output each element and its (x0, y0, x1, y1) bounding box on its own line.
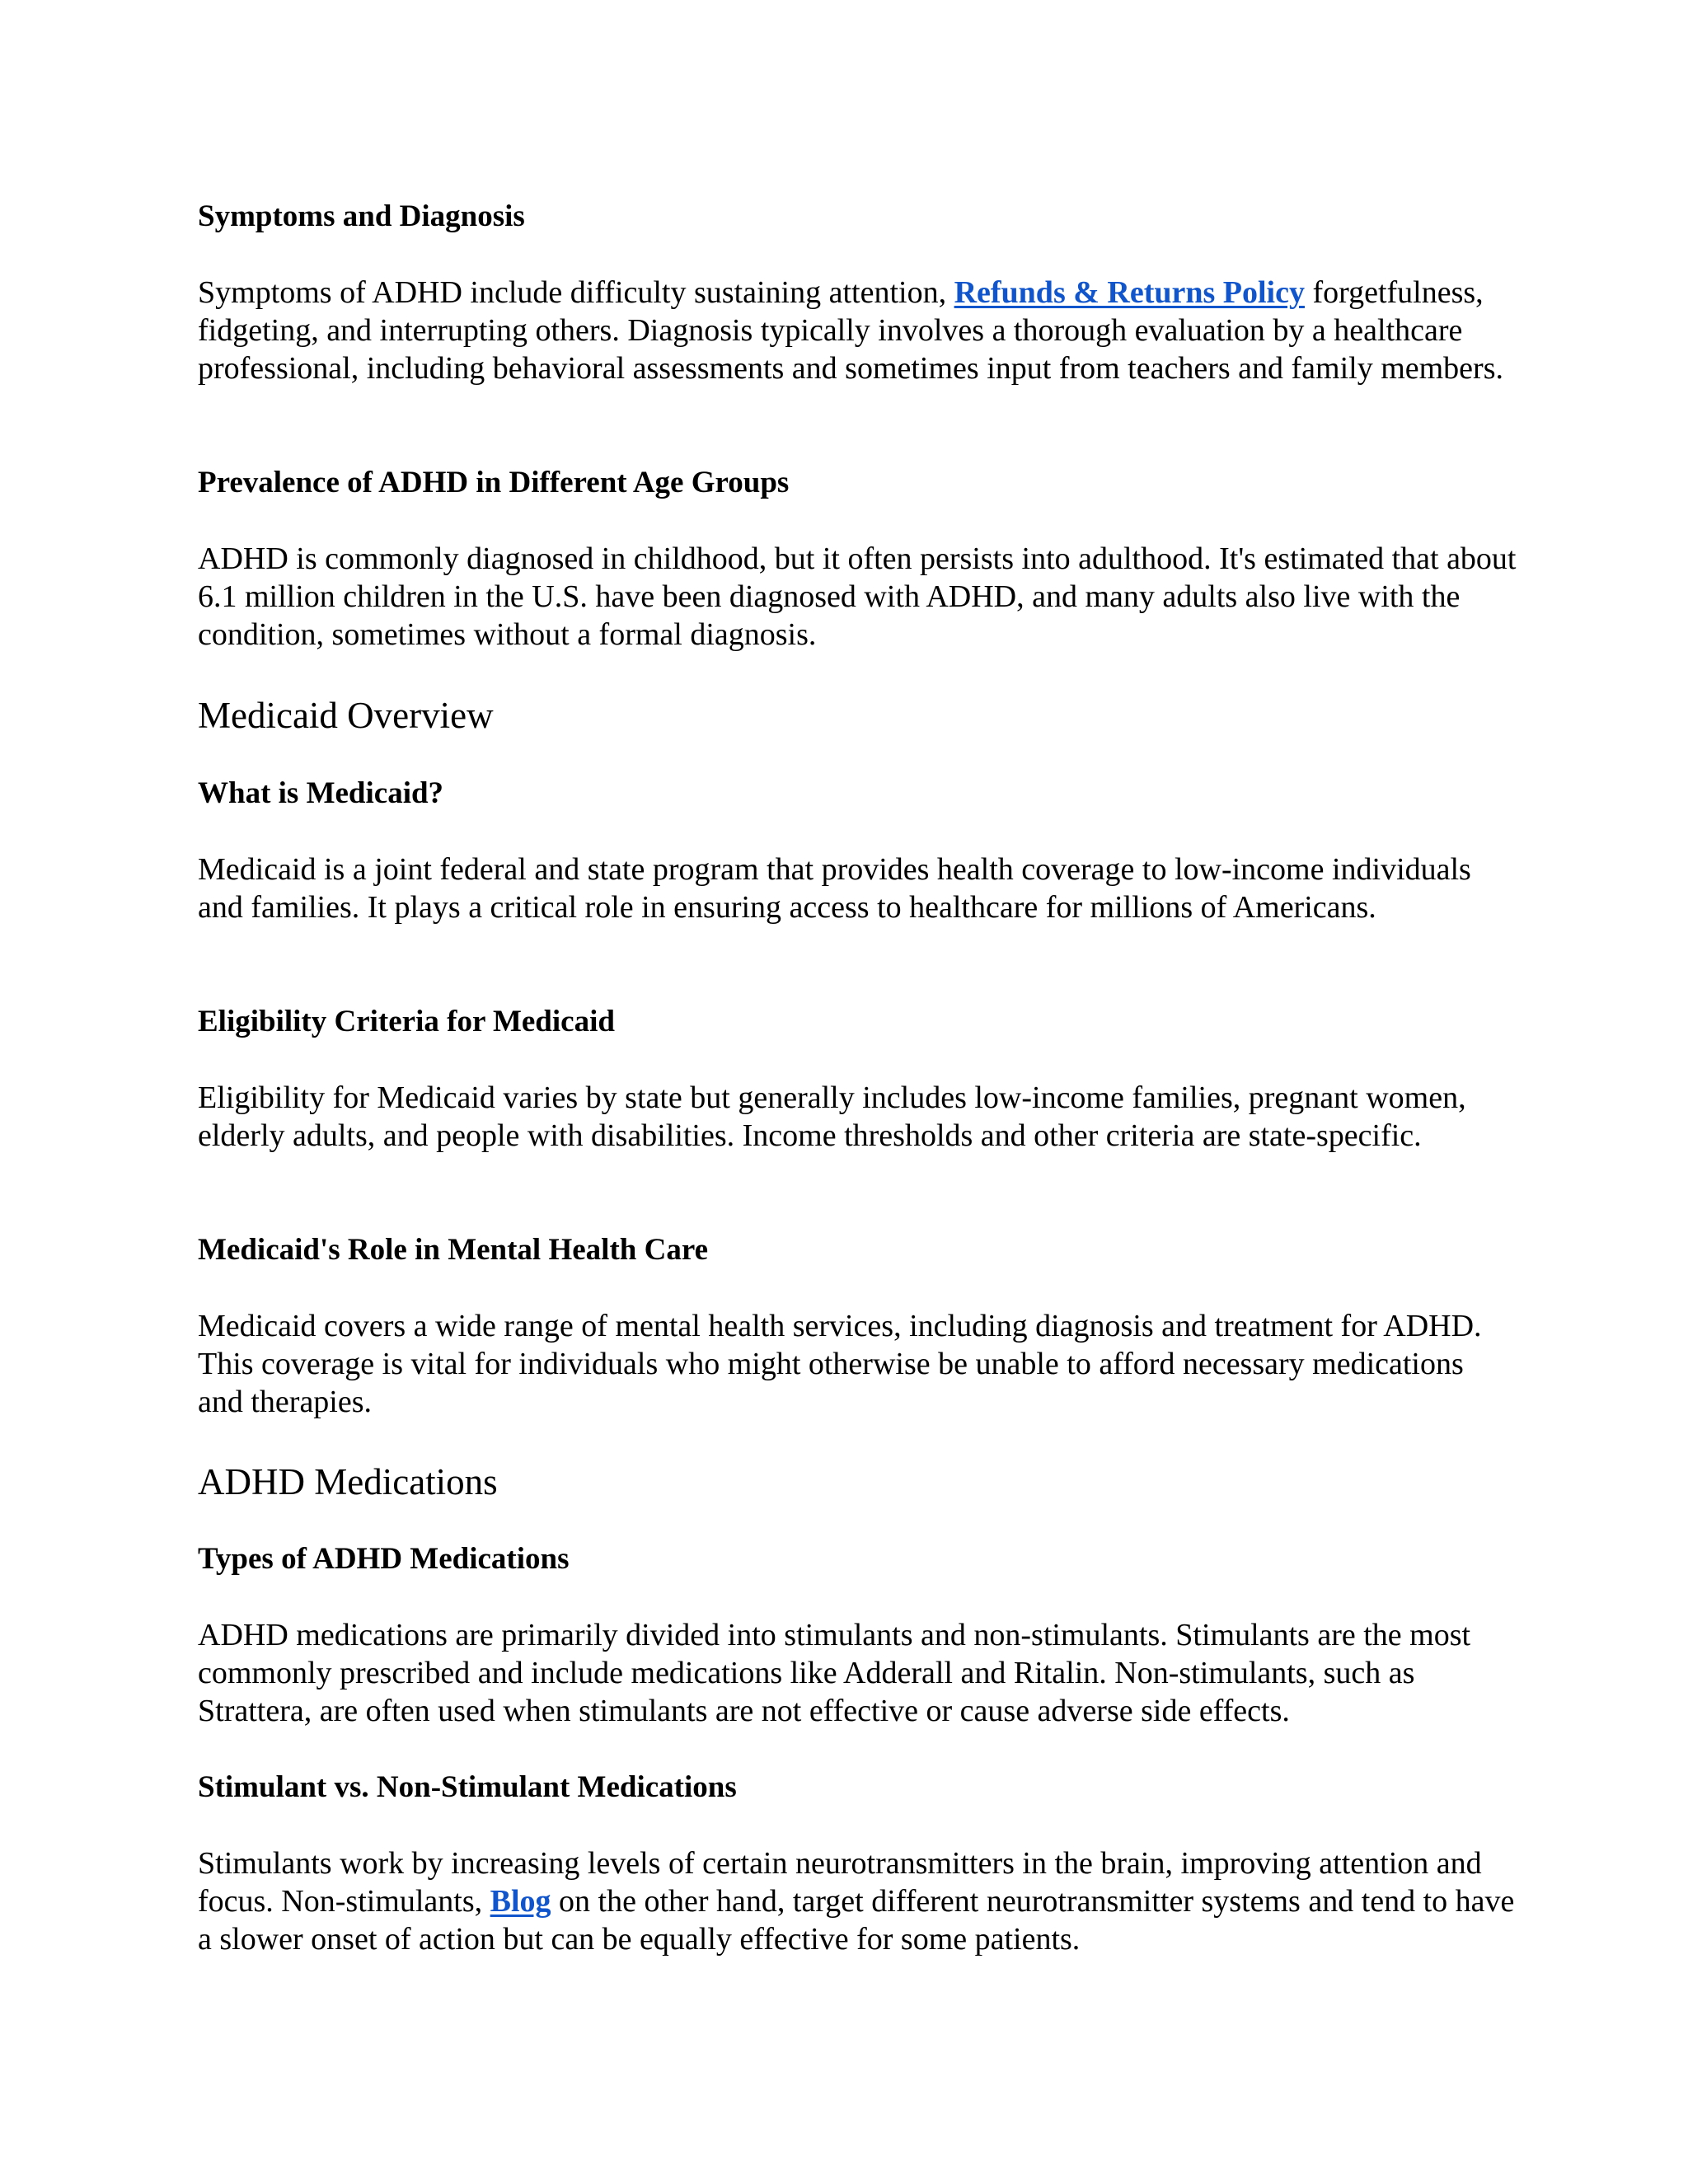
heading-prevalence: Prevalence of ADHD in Different Age Groups (198, 466, 790, 499)
heading-stimulant-vs-non-stimulant: Stimulant vs. Non-Stimulant Medications (198, 1770, 737, 1804)
heading-types-of-medications: Types of ADHD Medications (198, 1542, 570, 1576)
heading-adhd-medications: ADHD Medications (198, 1461, 498, 1502)
paragraph-stimulant-text-start: Stimulants work by increasing levels of certain neurotransmitters in the brain, improving attention and focus. Non-stimulants, (198, 1846, 1482, 1919)
paragraph-prevalence: ADHD is commonly diagnosed in childhood, but it often persists into adulthood. It's estimated that about 6.1 million children in the U.S. have been diagnosed with ADHD, and many adults also live with the condition, sometimes without a formal diagnosis. (198, 541, 1517, 652)
heading-medicaid-overview: Medicaid Overview (198, 695, 494, 736)
paragraph-stimulant-text-end: on the other hand, target different neurotransmitter systems and tend to have a slower onset of action but can be equally effective for some patients. (198, 1884, 1515, 1957)
refunds-returns-policy-link[interactable]: Refunds & Returns Policy (954, 275, 1305, 310)
heading-mental-health-care: Medicaid's Role in Mental Health Care (198, 1233, 708, 1267)
paragraph-symptoms-text-end: forgetfulness, fidgeting, and interrupting others. Diagnosis typically involves a thorough evaluation by a healthcare professional, including behavioral assessments and sometimes input from teachers and family members. (198, 275, 1503, 386)
paragraph-mental-health-care: Medicaid covers a wide range of mental health services, including diagnosis and treatment for ADHD. This coverage is vital for individuals who might otherwise be unable to afford necessary medications and therapies. (198, 1309, 1482, 1419)
heading-what-is-medicaid: What is Medicaid? (198, 776, 444, 810)
paragraph-types-of-medications: ADHD medications are primarily divided into stimulants and non-stimulants. Stimulants are the most commonly prescribed and include medications like Adderall and Ritalin. Non-stimulants, such as Strattera, are often used when stimulants are not effective or cause adverse side effects. (198, 1618, 1471, 1728)
blog-link[interactable]: Blog (490, 1884, 551, 1919)
paragraph-eligibility: Eligibility for Medicaid varies by state but generally includes low-income families, pregnant women, elderly adults, and people with disabilities. Income thresholds and other criteria are state-specific. (198, 1080, 1466, 1153)
paragraph-symptoms (198, 274, 1517, 387)
paragraph-stimulant-vs-non-stimulant (198, 1844, 1517, 1958)
heading-eligibility: Eligibility Criteria for Medicaid (198, 1005, 615, 1038)
heading-symptoms-diagnosis: Symptoms and Diagnosis (198, 199, 525, 233)
paragraph-what-is-medicaid: Medicaid is a joint federal and state program that provides health coverage to low-income individuals and families. It plays a critical role in ensuring access to healthcare for millions of Americans. (198, 852, 1471, 925)
paragraph-symptoms-text-start: Symptoms of ADHD include difficulty sustaining attention, (198, 275, 954, 310)
